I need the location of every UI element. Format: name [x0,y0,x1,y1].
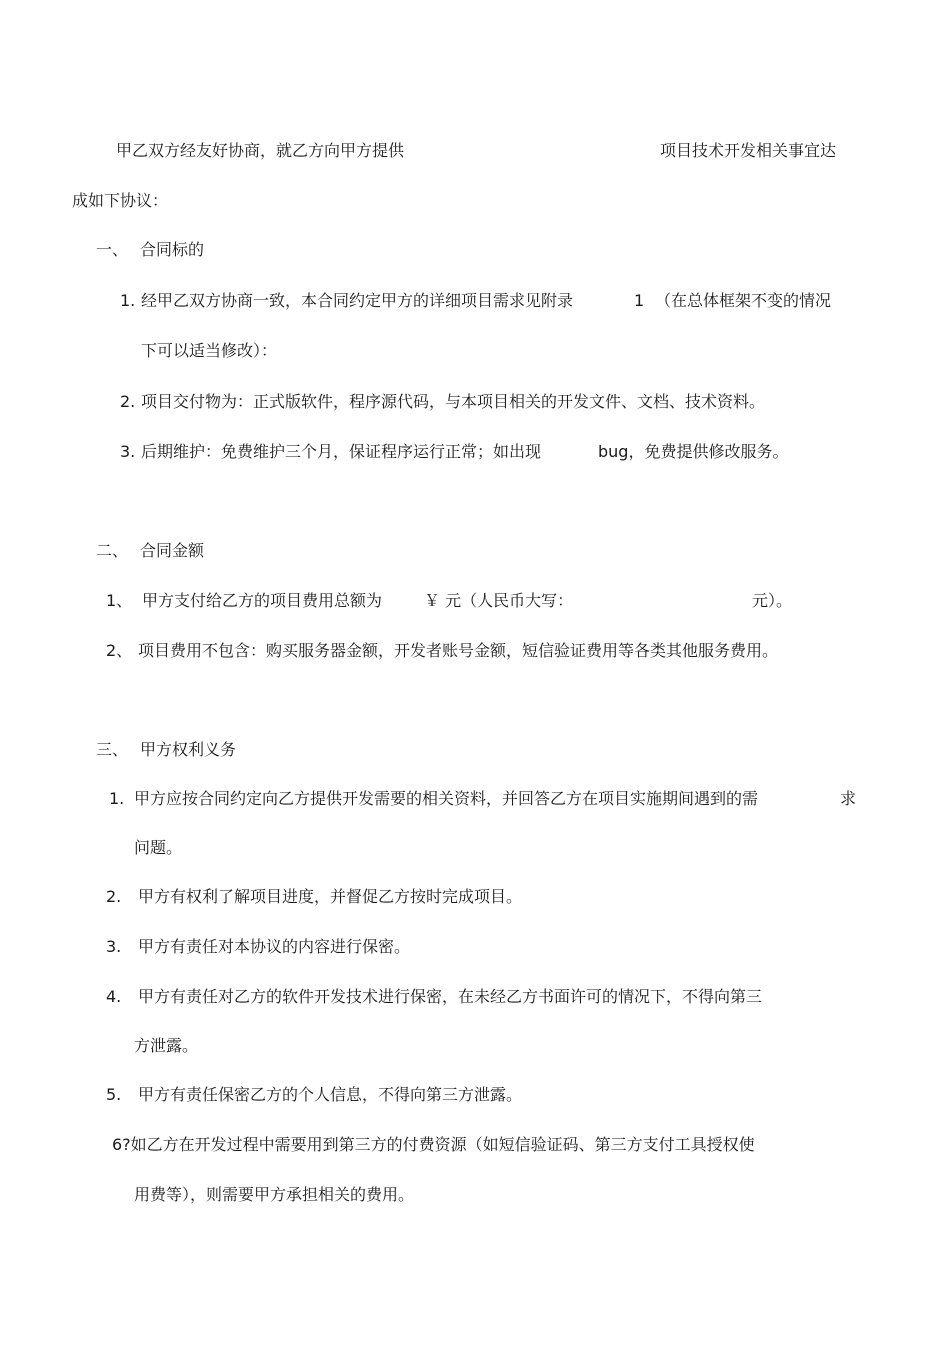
s1-item1-num: 1. [120,291,136,310]
s3-item1-cont: 问题。 [134,838,183,857]
s3-item4-cont: 方泄露。 [134,1036,199,1055]
s3-item1-text-a: 甲方应按合同约定向乙方提供开发需要的相关资料，并回答乙方在项目实施期间遇到的需 [134,789,759,808]
s2-item2-num: 2、 [106,641,133,660]
s3-item5-num: 5. [106,1085,122,1104]
s3-item6-cont: 用费等），则需要甲方承担相关的费用。 [134,1185,415,1204]
s2-item1-text-a: 甲方支付给乙方的项目费用总额为 [142,591,383,610]
s2-item1-num: 1、 [106,591,133,610]
intro-line1-a: 甲乙双方经友好协商，就乙方向甲方提供 [116,141,405,160]
s2-item2-text: 项目费用不包含：购买服务器金额，开发者账号金额，短信验证费用等各类其他服务费用。 [138,641,779,660]
s1-item1-text-c: （在总体框架不变的情况 [655,291,832,310]
s3-item3-num: 3. [106,937,122,956]
intro-line1-b: 项目技术开发相关事宜达 [660,141,837,160]
s1-item1-text-a: 经甲乙双方协商一致，本合同约定甲方的详细项目需求见附录 [141,291,574,310]
s3-item2-text: 甲方有权利了解项目进度，并督促乙方按时完成项目。 [138,887,523,906]
s1-item1-text-b: 1 [634,291,645,310]
intro-line2: 成如下协议： [72,191,169,210]
s3-item3-text: 甲方有责任对本协议的内容进行保密。 [138,937,411,956]
section2-number: 二、 [96,541,129,560]
s2-item1-text-b: ￥ 元（人民币大写： [424,591,574,610]
s3-item6-text: 6?如乙方在开发过程中需要用到第三方的付费资源（如短信验证码、第三方支付工具授权使 [112,1135,755,1154]
s1-item2-text: 项目交付物为：正式版软件，程序源代码，与本项目相关的开发文件、文档、技术资料。 [141,392,766,411]
s3-item1-text-b: 求 [840,789,857,808]
section3-title: 甲方权利义务 [140,740,237,759]
s2-item1-text-c: 元）。 [752,591,793,610]
section1-title: 合同标的 [140,240,205,259]
s1-item3-num: 3. [120,442,136,461]
section1-number: 一、 [96,240,129,259]
s1-item1-cont: 下可以适当修改）： [141,341,278,360]
s3-item4-text: 甲方有责任对乙方的软件开发技术进行保密，在未经乙方书面许可的情况下，不得向第三 [138,987,763,1006]
s3-item2-num: 2. [106,887,122,906]
s3-item5-text: 甲方有责任保密乙方的个人信息，不得向第三方泄露。 [138,1085,523,1104]
section3-number: 三、 [96,740,129,759]
s3-item1-num: 1. [109,789,125,808]
s3-item4-num: 4. [106,987,122,1006]
s1-item3-text-a: 后期维护：免费维护三个月，保证程序运行正常；如出现 [141,442,542,461]
section2-title: 合同金额 [140,541,205,560]
s1-item2-num: 2. [120,392,136,411]
s1-item3-text-b: bug，免费提供修改服务。 [598,442,789,461]
